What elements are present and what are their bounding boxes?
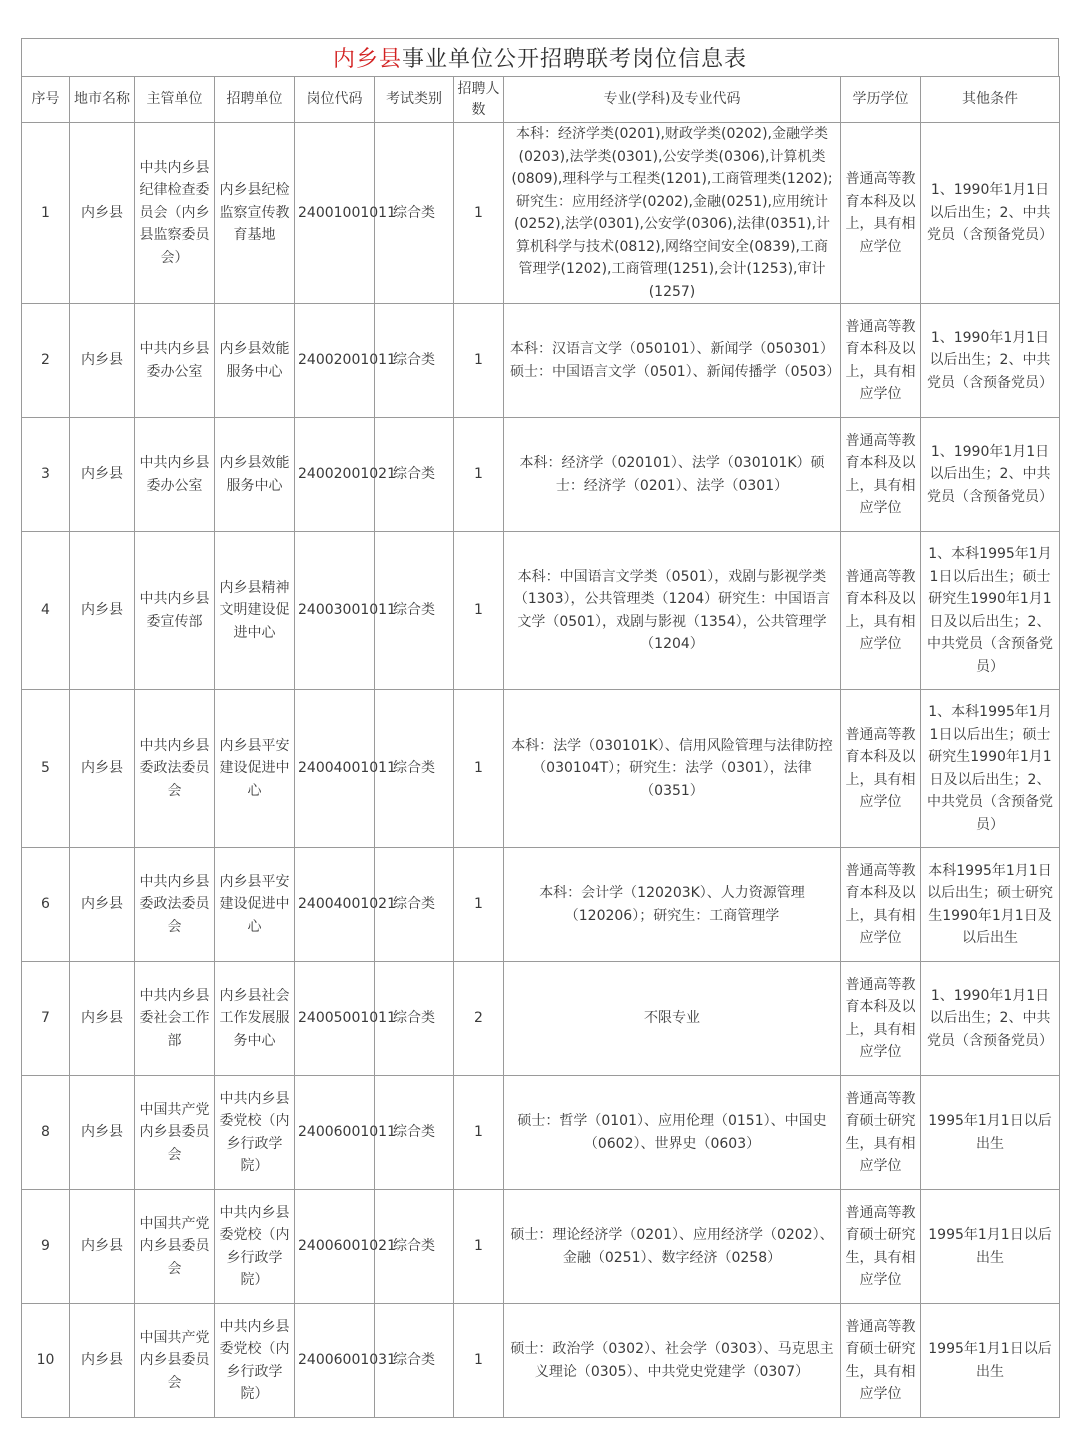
table-row — [22, 532, 1060, 690]
cell-major: 本科：中国语言文学类（0501），戏剧与影视学类（1303），公共管理类（1204）研究生：中国语言文学（0501），戏剧与影视（1354），公共管理学（1204） — [504, 532, 841, 690]
cell-edu: 普通高等教育本科及以上，具有相应学位 — [841, 123, 921, 304]
cell-count: 1 — [454, 304, 504, 418]
cell-other: 1995年1月1日以后出生 — [921, 1304, 1060, 1418]
cell-exam: 综合类 — [375, 962, 454, 1076]
cell-major: 硕士：理论经济学（0201）、应用经济学（0202）、金融（0251）、数字经济（0258） — [504, 1190, 841, 1304]
cell-city: 内乡县 — [70, 1076, 135, 1190]
cell-seq: 10 — [22, 1304, 70, 1418]
cell-dept: 中共内乡县委社会工作部 — [135, 962, 215, 1076]
title-county: 内乡县 — [332, 47, 402, 72]
cell-other: 1、1990年1月1日以后出生；2、中共党员（含预备党员） — [921, 962, 1060, 1076]
cell-unit: 中共内乡县委党校（内乡行政学院） — [215, 1076, 295, 1190]
cell-edu: 普通高等教育本科及以上，具有相应学位 — [841, 848, 921, 962]
header-seq: 序号 — [22, 77, 70, 123]
cell-seq: 1 — [22, 123, 70, 304]
cell-code: 24004001021 — [295, 848, 375, 962]
cell-other: 1、本科1995年1月1日以后出生；硕士研究生1990年1月1日及以后出生；2、中共党员（含预备党员） — [921, 532, 1060, 690]
table-row — [22, 962, 1060, 1076]
cell-unit: 内乡县社会工作发展服务中心 — [215, 962, 295, 1076]
table-row — [22, 690, 1060, 848]
cell-dept: 中国共产党内乡县委员会 — [135, 1190, 215, 1304]
cell-exam: 综合类 — [375, 532, 454, 690]
table-row — [22, 123, 1060, 304]
header-code: 岗位代码 — [295, 77, 375, 123]
header-edu: 学历学位 — [841, 77, 921, 123]
cell-unit: 中共内乡县委党校（内乡行政学院） — [215, 1304, 295, 1418]
cell-other: 1、1990年1月1日以后出生；2、中共党员（含预备党员） — [921, 304, 1060, 418]
cell-code: 24001001011 — [295, 123, 375, 304]
cell-city: 内乡县 — [70, 123, 135, 304]
cell-unit: 内乡县纪检监察宣传教育基地 — [215, 123, 295, 304]
cell-exam: 综合类 — [375, 690, 454, 848]
cell-city: 内乡县 — [70, 304, 135, 418]
cell-exam: 综合类 — [375, 123, 454, 304]
cell-other: 本科1995年1月1日以后出生；硕士研究生1990年1月1日及以后出生 — [921, 848, 1060, 962]
cell-exam: 综合类 — [375, 848, 454, 962]
cell-unit: 内乡县精神文明建设促进中心 — [215, 532, 295, 690]
cell-count: 2 — [454, 962, 504, 1076]
cell-dept: 中共内乡县委宣传部 — [135, 532, 215, 690]
header-exam: 考试类别 — [375, 77, 454, 123]
cell-edu: 普通高等教育本科及以上，具有相应学位 — [841, 418, 921, 532]
cell-other: 1995年1月1日以后出生 — [921, 1190, 1060, 1304]
cell-edu: 普通高等教育硕士研究生，具有相应学位 — [841, 1190, 921, 1304]
cell-other: 1、1990年1月1日以后出生；2、中共党员（含预备党员） — [921, 418, 1060, 532]
cell-major: 硕士：政治学（0302）、社会学（0303）、马克思主义理论（0305）、中共党史党建学（0307） — [504, 1304, 841, 1418]
header-count: 招聘人数 — [454, 77, 504, 123]
cell-unit: 中共内乡县委党校（内乡行政学院） — [215, 1190, 295, 1304]
cell-dept: 中共内乡县委办公室 — [135, 304, 215, 418]
cell-code: 24005001011 — [295, 962, 375, 1076]
table-title — [21, 38, 1059, 76]
positions-table — [21, 76, 1060, 1418]
cell-edu: 普通高等教育硕士研究生，具有相应学位 — [841, 1304, 921, 1418]
cell-exam: 综合类 — [375, 1190, 454, 1304]
cell-seq: 3 — [22, 418, 70, 532]
table-row — [22, 1304, 1060, 1418]
cell-unit: 内乡县效能服务中心 — [215, 304, 295, 418]
cell-seq: 7 — [22, 962, 70, 1076]
cell-unit: 内乡县平安建设促进中心 — [215, 848, 295, 962]
cell-code: 24004001011 — [295, 690, 375, 848]
cell-major: 硕士：哲学（0101）、应用伦理（0151）、中国史（0602）、世界史（0603） — [504, 1076, 841, 1190]
cell-other: 1、本科1995年1月1日以后出生；硕士研究生1990年1月1日及以后出生；2、中共党员（含预备党员） — [921, 690, 1060, 848]
info-table-sheet — [21, 38, 1059, 1418]
cell-major: 本科：经济学类(0201),财政学类(0202),金融学类(0203),法学类(0301),公安学类(0306),计算机类(0809),理科学与工程类(1201),工商管理类(1202);研究生：应用经济学(0202),金融(0251),应用统计(0252),法学(0301),公安学(0306),法律(0351),计算机科学与技术(0812),网络空间安全(0839),工商管理学(1202),工商管理(1251),会计(1253),审计(1257) — [504, 123, 841, 304]
cell-major: 本科：法学（030101K）、信用风险管理与法律防控（030104T）；研究生：法学（0301），法律（0351） — [504, 690, 841, 848]
cell-exam: 综合类 — [375, 304, 454, 418]
cell-seq: 9 — [22, 1190, 70, 1304]
cell-count: 1 — [454, 690, 504, 848]
cell-city: 内乡县 — [70, 1190, 135, 1304]
cell-seq: 4 — [22, 532, 70, 690]
title-rest: 事业单位公开招聘联考岗位信息表 — [402, 47, 748, 72]
table-row — [22, 848, 1060, 962]
cell-seq: 2 — [22, 304, 70, 418]
cell-major: 本科：会计学（120203K）、人力资源管理（120206）；研究生：工商管理学 — [504, 848, 841, 962]
cell-count: 1 — [454, 532, 504, 690]
cell-dept: 中国共产党内乡县委员会 — [135, 1304, 215, 1418]
cell-code: 24003001011 — [295, 532, 375, 690]
cell-count: 1 — [454, 1304, 504, 1418]
cell-seq: 6 — [22, 848, 70, 962]
cell-count: 1 — [454, 123, 504, 304]
cell-city: 内乡县 — [70, 532, 135, 690]
cell-other: 1995年1月1日以后出生 — [921, 1076, 1060, 1190]
cell-code: 24006001021 — [295, 1190, 375, 1304]
cell-major: 不限专业 — [504, 962, 841, 1076]
cell-unit: 内乡县平安建设促进中心 — [215, 690, 295, 848]
cell-edu: 普通高等教育本科及以上，具有相应学位 — [841, 690, 921, 848]
cell-dept: 中国共产党内乡县委员会 — [135, 1076, 215, 1190]
header-row — [22, 77, 1060, 123]
header-other: 其他条件 — [921, 77, 1060, 123]
cell-edu: 普通高等教育本科及以上，具有相应学位 — [841, 304, 921, 418]
cell-code: 24006001011 — [295, 1076, 375, 1190]
cell-count: 1 — [454, 1076, 504, 1190]
cell-count: 1 — [454, 1190, 504, 1304]
cell-seq: 8 — [22, 1076, 70, 1190]
cell-exam: 综合类 — [375, 1304, 454, 1418]
header-dept: 主管单位 — [135, 77, 215, 123]
cell-exam: 综合类 — [375, 418, 454, 532]
cell-edu: 普通高等教育本科及以上，具有相应学位 — [841, 532, 921, 690]
cell-count: 1 — [454, 848, 504, 962]
table-row — [22, 1076, 1060, 1190]
cell-major: 本科：汉语言文学（050101）、新闻学（050301）硕士：中国语言文学（0501）、新闻传播学（0503） — [504, 304, 841, 418]
cell-code: 24002001021 — [295, 418, 375, 532]
cell-city: 内乡县 — [70, 690, 135, 848]
cell-seq: 5 — [22, 690, 70, 848]
cell-dept: 中共内乡县委办公室 — [135, 418, 215, 532]
table-row — [22, 304, 1060, 418]
cell-count: 1 — [454, 418, 504, 532]
cell-city: 内乡县 — [70, 848, 135, 962]
cell-major: 本科：经济学（020101）、法学（030101K）硕士：经济学（0201）、法学（0301） — [504, 418, 841, 532]
table-row — [22, 1190, 1060, 1304]
cell-city: 内乡县 — [70, 1304, 135, 1418]
cell-edu: 普通高等教育硕士研究生，具有相应学位 — [841, 1076, 921, 1190]
cell-exam: 综合类 — [375, 1076, 454, 1190]
cell-city: 内乡县 — [70, 962, 135, 1076]
cell-dept: 中共内乡县纪律检查委员会（内乡县监察委员会） — [135, 123, 215, 304]
cell-code: 24006001031 — [295, 1304, 375, 1418]
cell-edu: 普通高等教育本科及以上，具有相应学位 — [841, 962, 921, 1076]
cell-dept: 中共内乡县委政法委员会 — [135, 848, 215, 962]
cell-code: 24002001011 — [295, 304, 375, 418]
cell-dept: 中共内乡县委政法委员会 — [135, 690, 215, 848]
cell-unit: 内乡县效能服务中心 — [215, 418, 295, 532]
cell-city: 内乡县 — [70, 418, 135, 532]
header-major: 专业(学科)及专业代码 — [504, 77, 841, 123]
cell-other: 1、1990年1月1日以后出生；2、中共党员（含预备党员） — [921, 123, 1060, 304]
header-unit: 招聘单位 — [215, 77, 295, 123]
header-city: 地市名称 — [70, 77, 135, 123]
table-row — [22, 418, 1060, 532]
